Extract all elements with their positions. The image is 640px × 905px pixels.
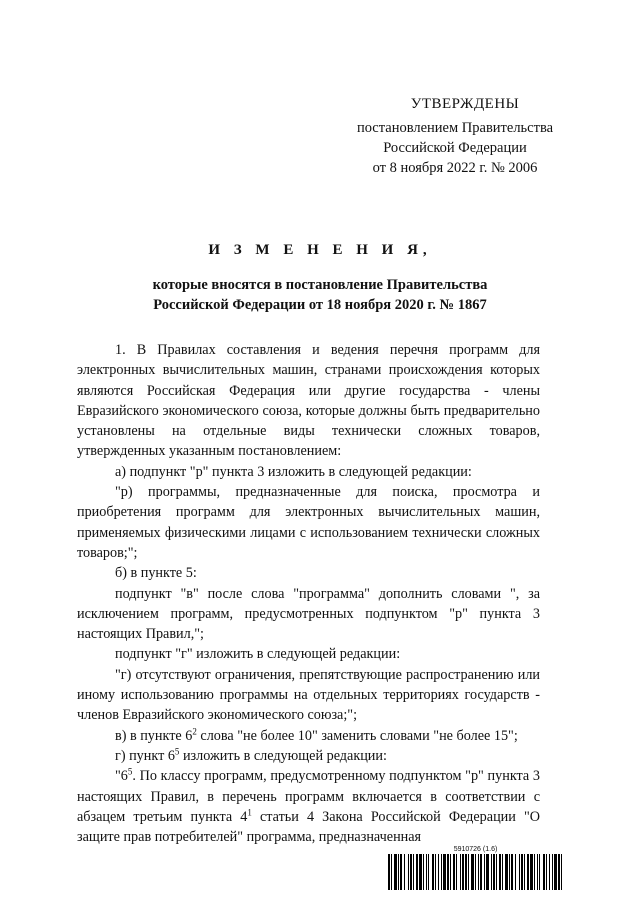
title-sub-1: которые вносятся в постановление Правительства <box>152 277 488 293</box>
paragraph-v-sup: 2 <box>192 725 197 736</box>
paragraph-g-part2: изложить в следующей редакции: <box>179 747 387 764</box>
paragraph-6-5-sup2: 1 <box>247 807 252 818</box>
paragraph-r-text: "р) программы, предназначенные для поиска, просмотра и приобретения программ для электронных вычислительных машин, применяемых физическими лицами с использованием технически сложных товаров;"; <box>77 484 540 561</box>
barcode-block <box>388 846 563 890</box>
paragraph-g-sup: 5 <box>174 746 180 757</box>
paragraph-1: 1. В Правилах составления и ведения перечня программ для электронных вычислительных машин, странами происхождения которых являются Российская Федерация или другие государства - члены Евразийского экономического союза, которые должны быть предварительно установлены на отдельные виды технически сложных товаров, утвержденных указанным постановлением: <box>77 342 540 460</box>
approval-line-1: постановлением Правительства <box>356 120 554 136</box>
title-sub-2: Российской Федерации от 18 ноября 2020 г. № 1867 <box>153 297 487 313</box>
paragraph-g-text: "г) отсутствуют ограничения, препятствующие распространению или иному использованию программы на отдельных территориях государств - членов Евразийского экономического союза;"; <box>77 666 540 724</box>
paragraph-g-part1: г) пункт 6 <box>115 747 175 764</box>
paragraph-6-5 <box>77 766 540 847</box>
title-main: И З М Е Н Е Н И Я, <box>208 242 432 258</box>
paragraph-g <box>77 746 540 766</box>
approval-line-3: от 8 ноября 2022 г. № 2006 <box>372 160 538 176</box>
paragraph-v-subitem: подпункт "в" после слова "программа" дополнить словами ", за исключением программ, предусмотренных подпунктом "р" пункта 3 настоящих Правил,"; <box>77 585 540 643</box>
document-title <box>60 242 580 315</box>
approval-line-2: Российской Федерации <box>383 140 527 156</box>
barcode-image <box>388 854 563 890</box>
paragraph-v-part2: слова "не более 10" заменить словами "не более 15"; <box>196 727 518 744</box>
paragraph-v-part1: в) в пункте 6 <box>115 727 193 744</box>
paragraph-b: б) в пункте 5: <box>115 565 197 582</box>
paragraph-g-subitem: подпункт "г" изложить в следующей редакции: <box>115 646 401 663</box>
paragraph-6-5-part1: "6 <box>115 768 128 785</box>
paragraph-6-5-part2: . По классу программ, предусмотренному подпунктом "р" пункта 3 настоящих Правил, в перечень программ включается в соответствии с абзацем третьим пункта 4 <box>77 768 540 825</box>
paragraph-6-5-sup1: 5 <box>127 766 133 777</box>
approval-heading: УТВЕРЖДЕНЫ <box>410 96 520 112</box>
approval-block <box>330 94 580 178</box>
paragraph-6-5-part3: статьи 4 Закона Российской Федерации "О защите прав потребителей" программа, предназначенная <box>77 808 540 846</box>
barcode-label: 5910726 (1.6) <box>453 846 498 853</box>
paragraph-v <box>77 726 540 746</box>
paragraph-a: а) подпункт "р" пункта 3 изложить в следующей редакции: <box>115 463 472 480</box>
document-body <box>77 340 540 847</box>
